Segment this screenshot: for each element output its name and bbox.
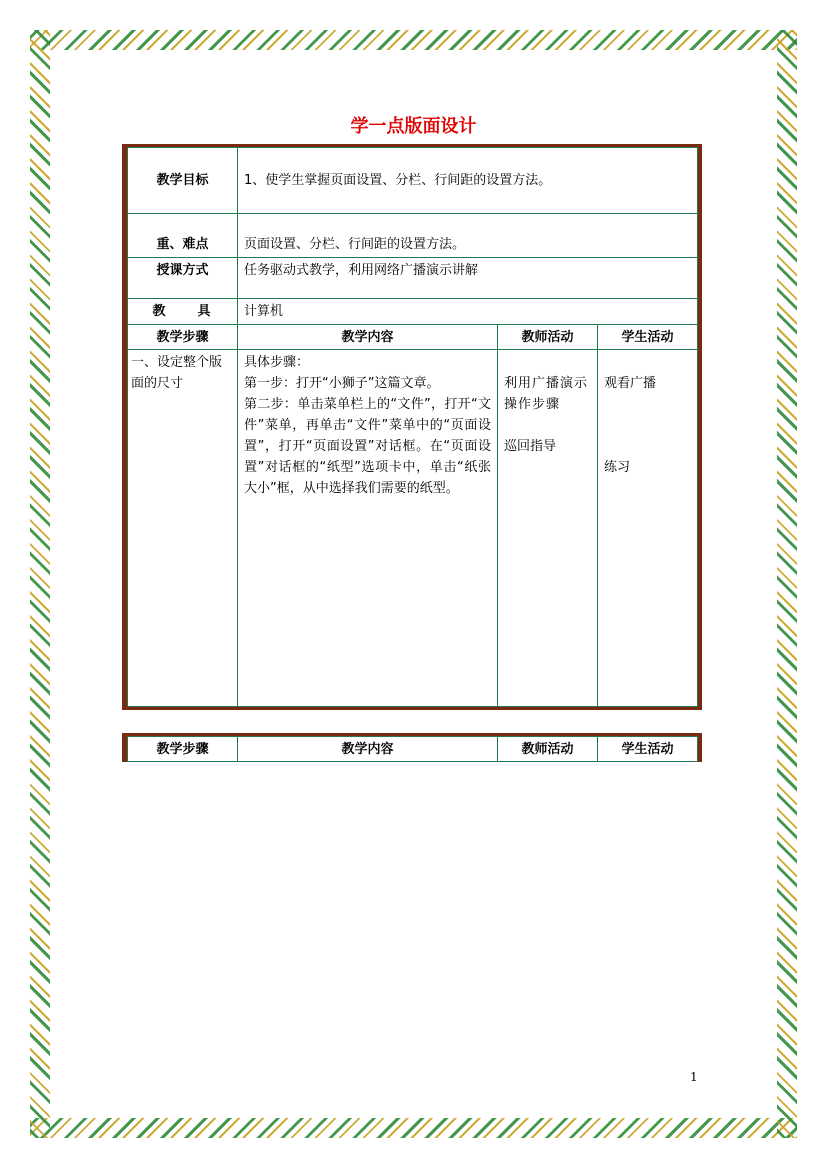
content-cell [238, 350, 498, 707]
header-student: 学生活动 [598, 325, 698, 350]
student-cell [598, 350, 698, 707]
header-step: 教学步骤 [128, 737, 238, 762]
student-activity: 观看广播 [604, 376, 657, 391]
header-content: 教学内容 [238, 737, 498, 762]
goal-label: 教学目标 [128, 148, 238, 214]
student-activity: 练习 [604, 460, 631, 475]
header-step: 教学步骤 [128, 325, 238, 350]
page-number: 1 [690, 1070, 698, 1084]
step-cell: 一、设定整个版面的尺寸 [128, 350, 238, 707]
teacher-activity: 巡回指导 [504, 439, 557, 454]
decorative-border-right [777, 30, 797, 1138]
tool-text: 计算机 [238, 299, 698, 325]
teacher-cell [498, 350, 598, 707]
decorative-border-top [30, 30, 797, 50]
key-points-text: 页面设置、分栏、行间距的设置方法。 [238, 214, 698, 258]
method-label: 授课方式 [128, 258, 238, 299]
content-line: 第一步：打开“小狮子”这篇文章。 [244, 376, 440, 391]
decorative-border-bottom [30, 1118, 797, 1138]
content-line: 第二步：单击菜单栏上的“文件”，打开“文件”菜单，再单击“文件”菜单中的“页面设置”，打开“页面设置”对话框。在“页面设置”对话框的“纸型”选项卡中，单击“纸张大小”框，从中选择我们需要的纸型。 [244, 397, 491, 496]
document-title: 学一点版面设计 [350, 116, 477, 137]
header-student: 学生活动 [598, 737, 698, 762]
content-line: 具体步骤： [244, 355, 310, 370]
lesson-plan-table [122, 144, 702, 710]
tool-label: 教 具 [128, 299, 238, 325]
key-points-label: 重、难点 [128, 214, 238, 258]
method-text: 任务驱动式教学，利用网络广播演示讲解 [238, 258, 698, 299]
header-teacher: 教师活动 [498, 325, 598, 350]
header-content: 教学内容 [238, 325, 498, 350]
decorative-border-left [30, 30, 50, 1138]
header-teacher: 教师活动 [498, 737, 598, 762]
goal-text: 1、使学生掌握页面设置、分栏、行间距的设置方法。 [238, 148, 698, 214]
teacher-activity: 利用广播演示操作步骤 [504, 376, 589, 412]
continuation-table [122, 733, 702, 762]
